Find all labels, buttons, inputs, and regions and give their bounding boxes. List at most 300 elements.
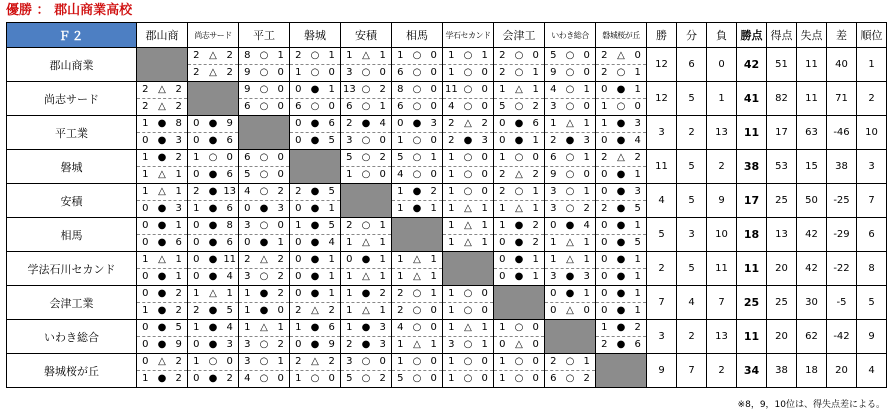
first-leg: [596, 116, 646, 132]
score-for: 1: [448, 50, 455, 61]
score-for: 1: [448, 152, 455, 163]
score-against: 2: [634, 322, 641, 333]
table-row: [7, 354, 887, 388]
second-leg: [239, 336, 289, 353]
score-against: 2: [175, 373, 182, 384]
score-against: 2: [583, 373, 590, 384]
result-mark: ○: [259, 152, 269, 163]
score-against: 6: [532, 118, 539, 129]
match-cell: [596, 150, 647, 184]
match-cell: [596, 48, 647, 82]
score-for: 1: [346, 50, 353, 61]
result-mark: ●: [208, 203, 218, 214]
first-leg: [137, 320, 187, 336]
score-against: 2: [532, 220, 539, 231]
first-leg: [545, 150, 595, 166]
score-against: 2: [175, 84, 182, 95]
score-against: 5: [226, 305, 233, 316]
score-for: 1: [244, 305, 251, 316]
score-for: 0: [193, 118, 200, 129]
score-against: 1: [430, 288, 437, 299]
second-leg: [494, 336, 544, 353]
result-mark: ○: [361, 356, 371, 367]
result-mark: △: [158, 254, 166, 265]
stat-goals-for: 25: [767, 184, 797, 218]
team-name: 相馬: [7, 218, 137, 252]
result-mark: ●: [616, 254, 626, 265]
score-against: 1: [583, 356, 590, 367]
stat-draws: 2: [677, 320, 707, 354]
match-cell: [392, 184, 443, 218]
score-for: 5: [397, 373, 404, 384]
result-mark: ○: [514, 373, 524, 384]
score-for: 2: [499, 169, 506, 180]
stat-wins: 5: [647, 218, 677, 252]
result-mark: ●: [310, 135, 320, 146]
score-for: 1: [601, 322, 608, 333]
result-mark: ●: [310, 237, 320, 248]
score-for: 9: [550, 169, 557, 180]
match-cell: [188, 150, 239, 184]
score-for: 0: [142, 135, 149, 146]
score-for: 1: [295, 322, 302, 333]
match-cell: [239, 320, 290, 354]
stat-losses: 13: [707, 320, 737, 354]
match-cell: [188, 354, 239, 388]
score-for: 1: [346, 322, 353, 333]
score-against: 1: [379, 305, 386, 316]
score-for: 9: [244, 84, 251, 95]
first-leg: [494, 150, 544, 166]
result-mark: △: [515, 169, 523, 180]
col-team-7: 学石セカンド: [443, 23, 494, 48]
team-name: 学法石川セカンド: [7, 252, 137, 286]
score-against: 5: [328, 186, 335, 197]
second-leg: [239, 64, 289, 81]
match-cell: [545, 354, 596, 388]
score-against: 1: [328, 288, 335, 299]
score-for: 1: [550, 237, 557, 248]
match-cell: [341, 252, 392, 286]
result-mark: ○: [514, 322, 524, 333]
result-mark: ●: [208, 237, 218, 248]
result-mark: ○: [463, 373, 473, 384]
score-for: 1: [295, 373, 302, 384]
table-row: [7, 116, 887, 150]
score-for: 6: [346, 101, 353, 112]
result-mark: ○: [565, 169, 575, 180]
score-against: 1: [430, 271, 437, 282]
result-mark: ○: [361, 101, 371, 112]
match-cell: [596, 252, 647, 286]
result-mark: ●: [514, 271, 524, 282]
result-mark: ●: [208, 271, 218, 282]
second-leg: [494, 166, 544, 183]
score-for: 5: [346, 373, 353, 384]
score-for: 0: [601, 271, 608, 282]
score-against: 0: [277, 373, 284, 384]
score-for: 1: [448, 67, 455, 78]
score-against: 1: [175, 271, 182, 282]
score-against: 0: [532, 50, 539, 61]
match-cell: [494, 150, 545, 184]
score-against: 1: [583, 254, 590, 265]
score-for: 0: [550, 305, 557, 316]
score-against: 1: [634, 288, 641, 299]
score-against: 0: [481, 67, 488, 78]
score-against: 0: [379, 135, 386, 146]
second-leg: [290, 302, 340, 319]
score-against: 1: [277, 237, 284, 248]
score-against: 6: [328, 322, 335, 333]
match-cell: [239, 82, 290, 116]
score-for: 1: [448, 305, 455, 316]
result-mark: ●: [310, 84, 320, 95]
league-table: [6, 22, 887, 388]
first-leg: [290, 320, 340, 336]
score-against: 1: [430, 339, 437, 350]
match-cell: [545, 286, 596, 320]
match-cell: [290, 48, 341, 82]
first-leg: [443, 116, 493, 132]
second-leg: [545, 64, 595, 81]
score-for: 8: [244, 50, 251, 61]
first-leg: [341, 286, 391, 302]
result-mark: ○: [463, 288, 473, 299]
first-leg: [137, 116, 187, 132]
col-team-10: 磐城桜が丘: [596, 23, 647, 48]
match-cell: [341, 218, 392, 252]
match-cell: [341, 286, 392, 320]
second-leg: [290, 98, 340, 115]
result-mark: ○: [463, 84, 473, 95]
second-leg: [188, 166, 238, 183]
first-leg: [341, 48, 391, 64]
second-leg: [290, 200, 340, 217]
result-mark: ○: [463, 339, 473, 350]
stat-losses: 0: [707, 48, 737, 82]
second-leg: [596, 166, 646, 183]
result-mark: ○: [310, 373, 320, 384]
score-for: 1: [193, 356, 200, 367]
stat-goals-against: 42: [797, 252, 827, 286]
score-for: 0: [193, 169, 200, 180]
first-leg: [596, 184, 646, 200]
first-leg: [290, 184, 340, 200]
second-leg: [239, 302, 289, 319]
score-for: 1: [448, 237, 455, 248]
second-leg: [596, 200, 646, 217]
second-leg: [494, 268, 544, 285]
score-against: 5: [328, 220, 335, 231]
col-goals-against: 失点: [797, 23, 827, 48]
stat-goals-for: 51: [767, 48, 797, 82]
second-leg: [239, 234, 289, 251]
match-cell: [290, 82, 341, 116]
score-for: 0: [142, 220, 149, 231]
score-for: 1: [550, 118, 557, 129]
score-against: 5: [175, 322, 182, 333]
score-against: 0: [481, 373, 488, 384]
result-mark: △: [515, 84, 523, 95]
result-mark: ●: [310, 118, 320, 129]
stat-rank: 10: [857, 116, 887, 150]
stat-wins: 3: [647, 116, 677, 150]
score-against: 2: [175, 101, 182, 112]
match-cell: [188, 320, 239, 354]
stat-draws: 2: [677, 116, 707, 150]
score-against: 1: [481, 50, 488, 61]
result-mark: ●: [361, 288, 371, 299]
result-mark: ○: [259, 339, 269, 350]
score-against: 1: [634, 305, 641, 316]
second-leg: [341, 370, 391, 387]
match-cell: [137, 82, 188, 116]
score-for: 4: [397, 169, 404, 180]
score-for: 2: [499, 67, 506, 78]
stat-losses: 13: [707, 116, 737, 150]
result-mark: ●: [514, 220, 524, 231]
result-mark: △: [617, 152, 625, 163]
result-mark: ●: [208, 118, 218, 129]
first-leg: [494, 48, 544, 64]
match-cell: [443, 320, 494, 354]
match-cell: [392, 354, 443, 388]
score-against: 3: [226, 339, 233, 350]
match-cell: [239, 218, 290, 252]
score-for: 3: [550, 186, 557, 197]
second-leg: [188, 302, 238, 319]
score-against: 1: [481, 220, 488, 231]
result-mark: △: [464, 118, 472, 129]
score-against: 0: [481, 186, 488, 197]
match-cell: [341, 354, 392, 388]
self-match-cell: [188, 82, 239, 116]
match-cell: [188, 48, 239, 82]
second-leg: [137, 336, 187, 353]
score-against: 1: [634, 169, 641, 180]
score-against: 0: [277, 305, 284, 316]
result-mark: ●: [157, 322, 167, 333]
result-mark: ●: [208, 220, 218, 231]
second-leg: [341, 268, 391, 285]
score-against: 2: [226, 373, 233, 384]
score-for: 4: [244, 186, 251, 197]
score-for: 2: [142, 84, 149, 95]
result-mark: ●: [616, 84, 626, 95]
second-leg: [494, 234, 544, 251]
result-mark: ○: [565, 152, 575, 163]
score-for: 1: [142, 186, 149, 197]
score-for: 0: [499, 135, 506, 146]
score-for: 1: [499, 152, 506, 163]
result-mark: ●: [157, 220, 167, 231]
result-mark: ●: [463, 135, 473, 146]
result-mark: △: [362, 50, 370, 61]
second-leg: [443, 64, 493, 81]
score-for: 2: [295, 356, 302, 367]
match-cell: [392, 286, 443, 320]
score-against: 1: [175, 220, 182, 231]
second-leg: [290, 64, 340, 81]
result-mark: ●: [565, 220, 575, 231]
col-team-1: 郡山商: [137, 23, 188, 48]
score-for: 1: [142, 373, 149, 384]
result-mark: △: [209, 67, 217, 78]
score-for: 3: [550, 271, 557, 282]
team-name: 尚志サード: [7, 82, 137, 116]
division-label: Ｆ２: [7, 23, 137, 48]
table-row: [7, 150, 887, 184]
col-rank: 順位: [857, 23, 887, 48]
result-mark: ●: [310, 288, 320, 299]
match-cell: [494, 320, 545, 354]
result-mark: ●: [259, 203, 269, 214]
self-match-cell: [341, 184, 392, 218]
second-leg: [392, 166, 442, 183]
score-for: 1: [142, 152, 149, 163]
score-for: 1: [193, 322, 200, 333]
score-against: 3: [634, 186, 641, 197]
result-mark: ○: [259, 186, 269, 197]
score-against: 1: [328, 203, 335, 214]
match-cell: [443, 150, 494, 184]
result-mark: ●: [157, 152, 167, 163]
score-against: 1: [379, 101, 386, 112]
result-mark: ○: [565, 373, 575, 384]
stat-goal-diff: -22: [827, 252, 857, 286]
score-against: 1: [430, 203, 437, 214]
stat-rank: 2: [857, 82, 887, 116]
score-for: 6: [244, 101, 251, 112]
score-for: 1: [244, 322, 251, 333]
stat-losses: 2: [707, 150, 737, 184]
result-mark: ●: [514, 237, 524, 248]
second-leg: [392, 302, 442, 319]
score-for: 0: [601, 186, 608, 197]
first-leg: [545, 184, 595, 200]
stat-points: 25: [737, 286, 767, 320]
second-leg: [392, 200, 442, 217]
score-against: 1: [532, 203, 539, 214]
self-match-cell: [290, 150, 341, 184]
first-leg: [239, 184, 289, 200]
score-for: 2: [550, 135, 557, 146]
result-mark: ○: [412, 135, 422, 146]
score-for: 0: [295, 237, 302, 248]
winner-separator: ：: [36, 3, 50, 18]
result-mark: ○: [412, 322, 422, 333]
first-leg: [392, 184, 442, 200]
result-mark: △: [260, 322, 268, 333]
result-mark: ●: [208, 373, 218, 384]
self-match-cell: [494, 286, 545, 320]
result-mark: ●: [565, 271, 575, 282]
result-mark: ●: [616, 169, 626, 180]
stat-wins: 7: [647, 286, 677, 320]
score-against: 1: [481, 203, 488, 214]
score-for: 2: [346, 220, 353, 231]
first-leg: [188, 252, 238, 268]
score-for: 6: [397, 67, 404, 78]
score-against: 0: [481, 101, 488, 112]
second-leg: [290, 268, 340, 285]
result-mark: △: [515, 203, 523, 214]
team-name: いわき総合: [7, 320, 137, 354]
stat-goals-for: 38: [767, 354, 797, 388]
result-mark: △: [362, 271, 370, 282]
stat-goal-diff: -5: [827, 286, 857, 320]
result-mark: ●: [208, 254, 218, 265]
result-mark: ○: [463, 356, 473, 367]
first-leg: [494, 252, 544, 268]
col-team-6: 相馬: [392, 23, 443, 48]
first-leg: [443, 184, 493, 200]
score-against: 0: [583, 50, 590, 61]
second-leg: [596, 64, 646, 81]
col-team-4: 磐城: [290, 23, 341, 48]
second-leg: [341, 302, 391, 319]
score-against: 1: [634, 254, 641, 265]
match-cell: [290, 218, 341, 252]
second-leg: [239, 98, 289, 115]
match-cell: [443, 286, 494, 320]
second-leg: [494, 98, 544, 115]
score-for: 1: [448, 373, 455, 384]
first-leg: [494, 82, 544, 98]
score-for: 2: [193, 305, 200, 316]
stat-goals-against: 11: [797, 82, 827, 116]
second-leg: [188, 64, 238, 81]
col-team-3: 平工: [239, 23, 290, 48]
result-mark: ○: [208, 356, 218, 367]
score-for: 2: [295, 50, 302, 61]
result-mark: ○: [361, 84, 371, 95]
score-for: 1: [448, 322, 455, 333]
match-cell: [443, 184, 494, 218]
result-mark: ●: [616, 220, 626, 231]
second-leg: [239, 370, 289, 387]
match-cell: [596, 82, 647, 116]
score-for: 1: [295, 67, 302, 78]
score-for: 0: [142, 288, 149, 299]
score-against: 0: [532, 339, 539, 350]
match-cell: [545, 252, 596, 286]
score-for: 0: [295, 203, 302, 214]
second-leg: [290, 234, 340, 251]
second-leg: [290, 370, 340, 387]
score-against: 1: [532, 67, 539, 78]
score-for: 1: [397, 203, 404, 214]
result-mark: ○: [412, 84, 422, 95]
team-name: 安積: [7, 184, 137, 218]
result-mark: ○: [412, 50, 422, 61]
stat-goals-against: 62: [797, 320, 827, 354]
stat-losses: 11: [707, 252, 737, 286]
self-match-cell: [392, 218, 443, 252]
first-leg: [341, 116, 391, 132]
second-leg: [545, 166, 595, 183]
score-against: 0: [277, 101, 284, 112]
second-leg: [137, 268, 187, 285]
score-for: 4: [244, 373, 251, 384]
score-for: 0: [601, 254, 608, 265]
stat-points: 11: [737, 116, 767, 150]
second-leg: [188, 336, 238, 353]
stat-goals-against: 11: [797, 48, 827, 82]
score-against: 1: [328, 271, 335, 282]
score-against: 4: [379, 118, 386, 129]
